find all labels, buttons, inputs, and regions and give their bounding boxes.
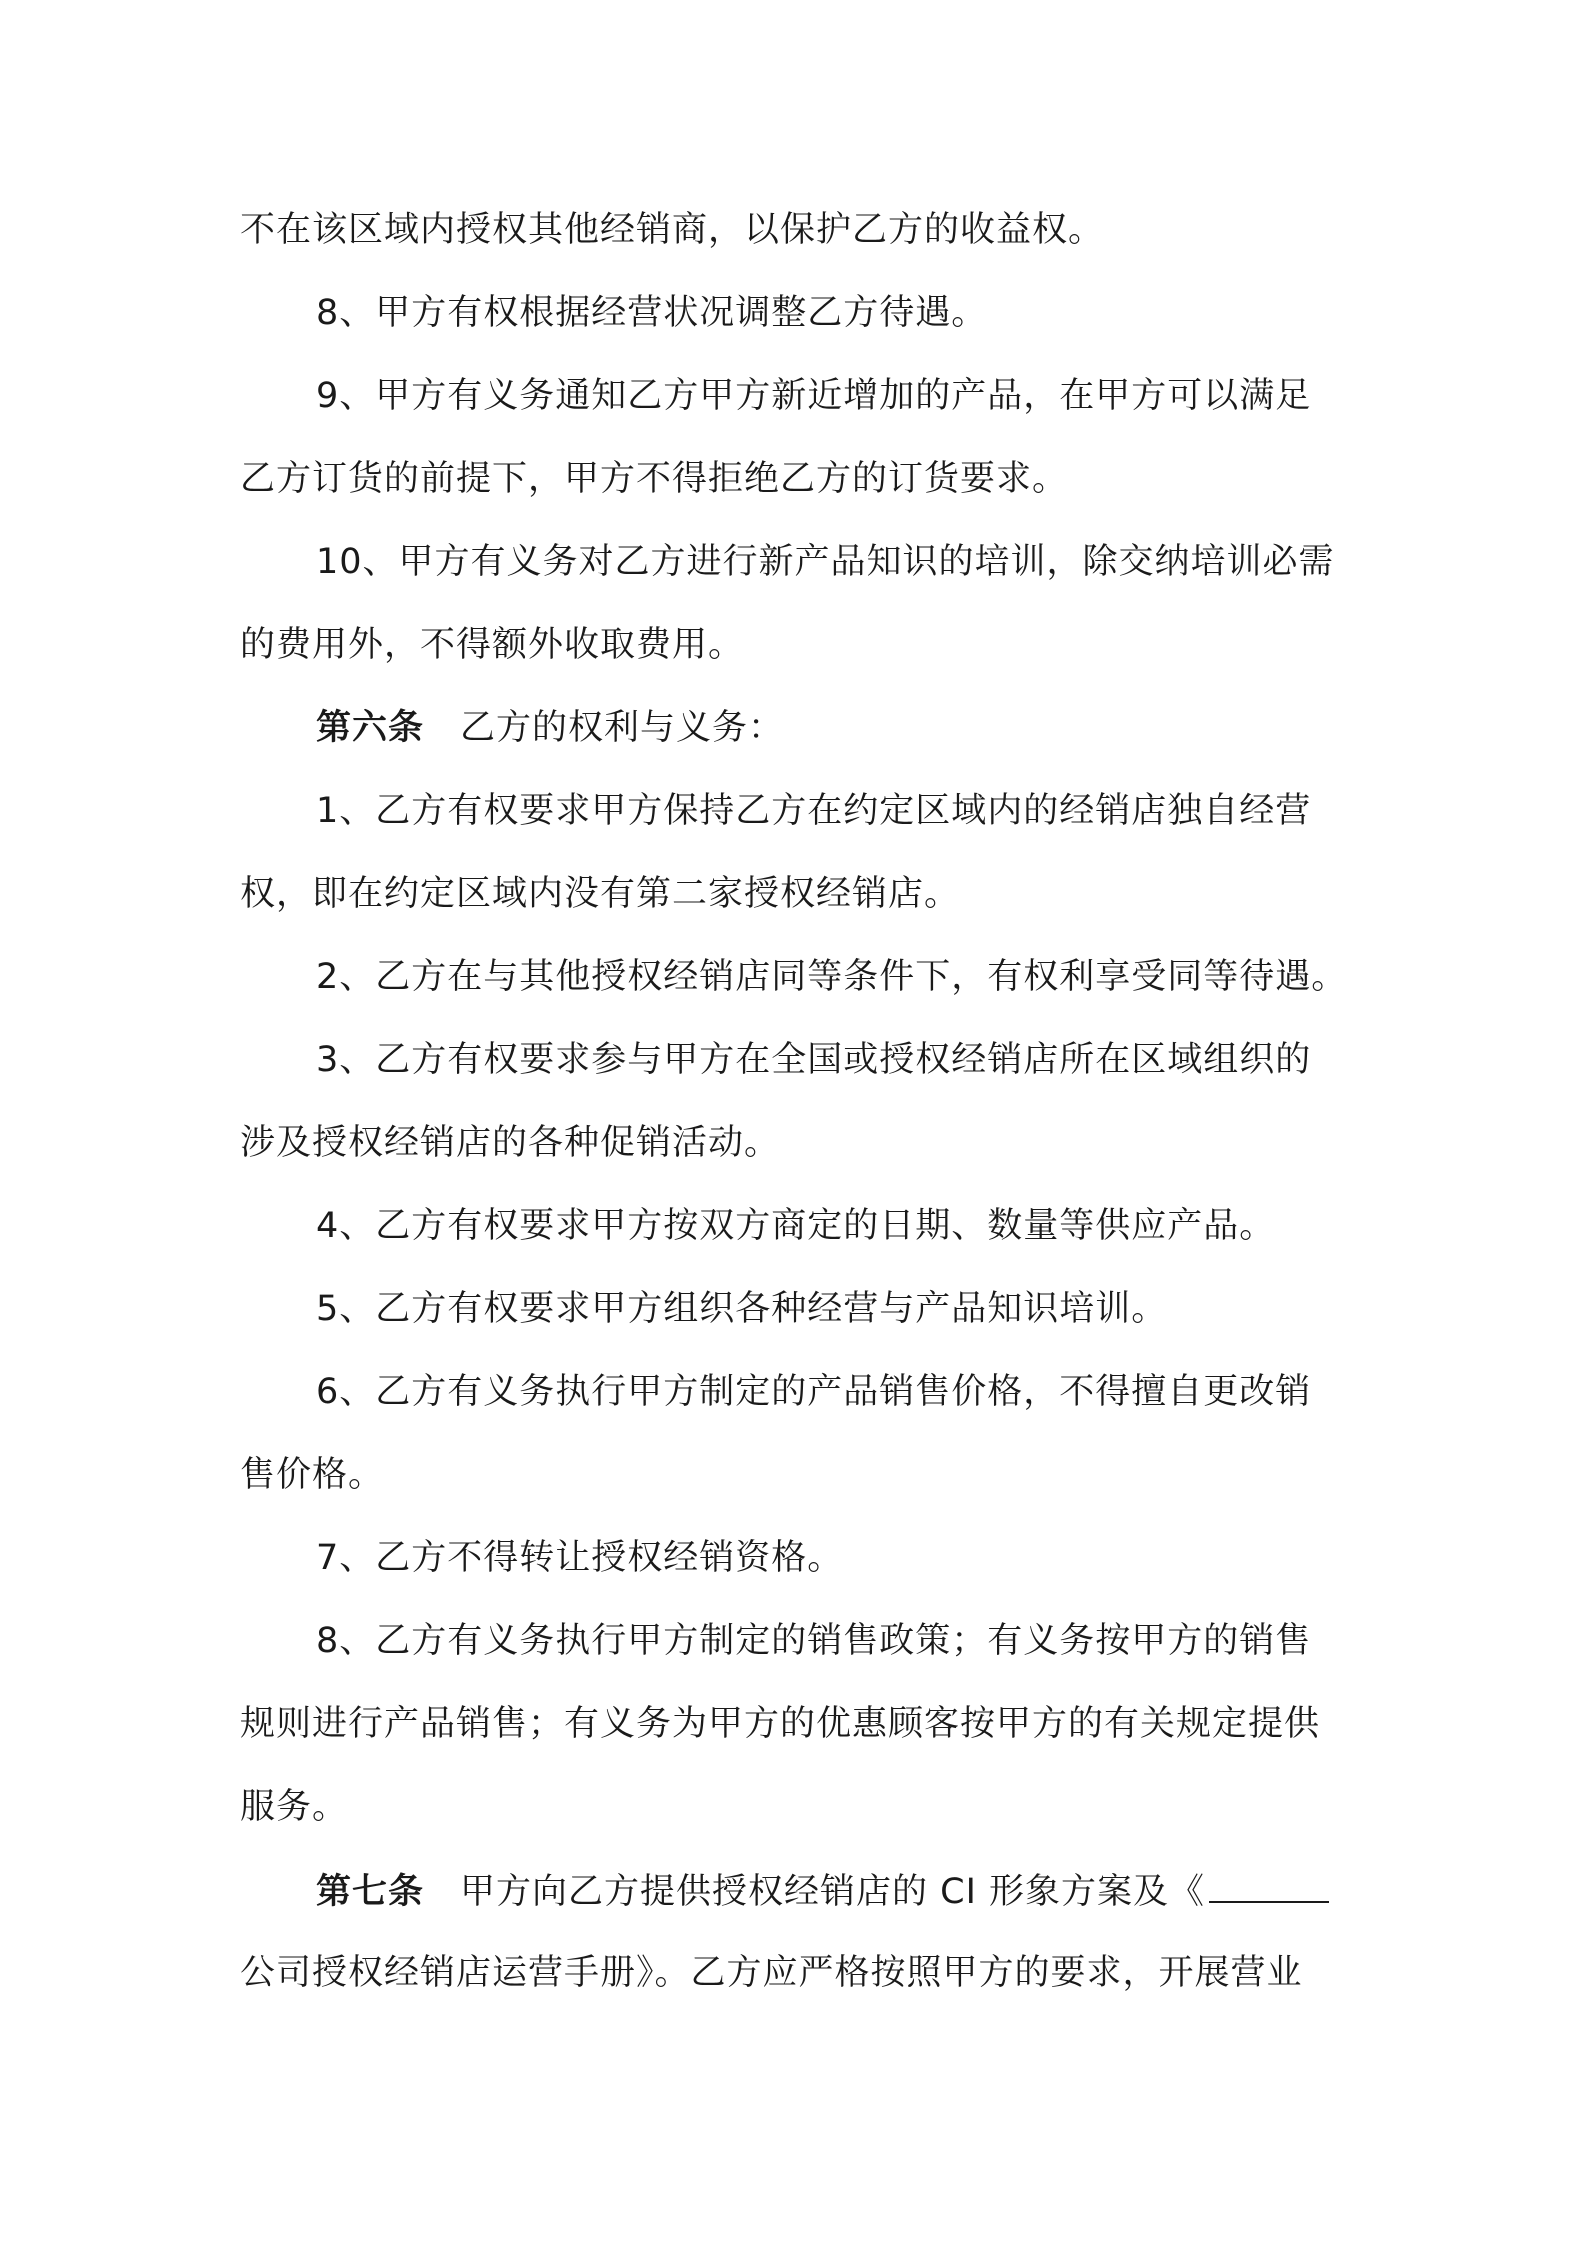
paragraph-line: 5、乙方有权要求甲方组织各种经营与产品知识培训。 [316,1289,1168,1329]
article-7-text: 甲方向乙方提供授权经销店的 CI 形象方案及《 [460,1872,1206,1912]
paragraph-line: 的费用外，不得额外收取费用。 [240,625,745,665]
article-6-label: 第六条 [316,708,425,748]
paragraph-line: 售价格。 [240,1455,385,1495]
paragraph-line: 2、乙方在与其他授权经销店同等条件下，有权利享受同等待遇。 [316,957,1348,997]
paragraph-line: 服务。 [240,1787,349,1827]
paragraph-line: 7、乙方不得转让授权经销资格。 [316,1538,844,1578]
paragraph-line: 权，即在约定区域内没有第二家授权经销店。 [240,874,961,914]
paragraph-line: 10、甲方有义务对乙方进行新产品知识的培训，除交纳培训必需 [316,542,1335,582]
paragraph-line: 4、乙方有权要求甲方按双方商定的日期、数量等供应产品。 [316,1206,1276,1246]
paragraph-line: 1、乙方有权要求甲方保持乙方在约定区域内的经销店独自经营 [316,791,1312,831]
paragraph-line: 8、乙方有义务执行甲方制定的销售政策；有义务按甲方的销售 [316,1621,1312,1661]
paragraph-line: 9、甲方有义务通知乙方甲方新近增加的产品，在甲方可以满足 [316,376,1312,416]
paragraph-line: 公司授权经销店运营手册》。乙方应严格按照甲方的要求，开展营业 [240,1953,1303,1993]
paragraph-line: 涉及授权经销店的各种促销活动。 [240,1123,781,1163]
article-7-label: 第七条 [316,1872,425,1912]
paragraph-line: 3、乙方有权要求参与甲方在全国或授权经销店所在区域组织的 [316,1040,1312,1080]
paragraph-line: 规则进行产品销售；有义务为甲方的优惠顾客按甲方的有关规定提供 [240,1704,1321,1744]
paragraph-line: 乙方订货的前提下，甲方不得拒绝乙方的订货要求。 [240,459,1069,499]
article-6-title: 乙方的权利与义务： [460,708,785,748]
article-6-heading [316,703,1370,753]
paragraph-line: 不在该区域内授权其他经销商，以保护乙方的收益权。 [240,210,1105,250]
paragraph-line: 6、乙方有义务执行甲方制定的产品销售价格，不得擅自更改销 [316,1372,1312,1412]
paragraph-line: 8、甲方有权根据经营状况调整乙方待遇。 [316,293,988,333]
article-7-heading [316,1865,1370,1917]
fill-in-blank [1209,1865,1329,1903]
